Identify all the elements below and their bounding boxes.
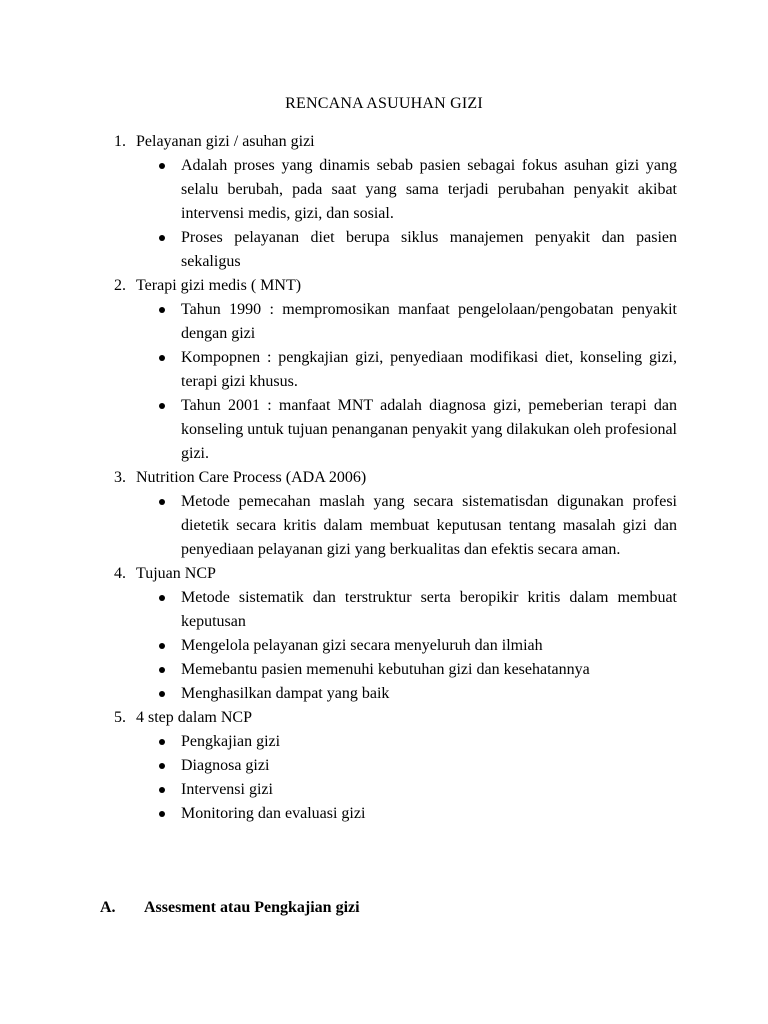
list-item-label: Terapi gizi medis ( MNT) [136, 277, 302, 294]
bullet-dot-icon [159, 643, 165, 649]
list-item-number: 3. [114, 469, 126, 486]
bullet-dot-icon [159, 355, 165, 361]
list-item-heading [0, 562, 768, 586]
bullet-item [0, 154, 768, 226]
bullet-item [0, 394, 768, 466]
list-item [0, 274, 768, 466]
bullet-text: Kompopnen : pengkajian gizi, penyediaan modifikasi diet, konseling gizi, terapi gizi khusus. [181, 349, 677, 390]
bullet-text: Monitoring dan evaluasi gizi [181, 805, 366, 822]
list-item-number: 2. [114, 277, 126, 294]
list-item-number: 1. [114, 133, 126, 150]
list-item-number: 4. [114, 565, 126, 582]
list-item [0, 130, 768, 274]
section-letter: A. [100, 899, 116, 916]
bullet-dot-icon [159, 811, 165, 817]
list-item-label: 4 step dalam NCP [136, 709, 252, 726]
bullet-text: Pengkajian gizi [181, 733, 281, 750]
bullet-dot-icon [159, 763, 165, 769]
list-item [0, 466, 768, 562]
bullet-dot-icon [159, 163, 165, 169]
bullet-dot-icon [159, 403, 165, 409]
bullet-dot-icon [159, 691, 165, 697]
bullet-dot-icon [159, 739, 165, 745]
list-item-heading [0, 706, 768, 730]
bullet-list [0, 586, 768, 706]
section-heading [0, 897, 768, 919]
bullet-item [0, 754, 768, 778]
list-item-label: Tujuan NCP [136, 565, 216, 582]
bullet-item [0, 298, 768, 346]
document-title: RENCANA ASUUHAN GIZI [285, 95, 483, 112]
bullet-item [0, 490, 768, 562]
list-item-heading [0, 130, 768, 154]
list-item [0, 706, 768, 826]
bullet-text: Intervensi gizi [181, 781, 273, 798]
bullet-dot-icon [159, 499, 165, 505]
bullet-dot-icon [159, 667, 165, 673]
list-item-label: Pelayanan gizi / asuhan gizi [136, 133, 315, 150]
bullet-list [0, 730, 768, 826]
section-title: Assesment atau Pengkajian gizi [144, 899, 360, 916]
bullet-item [0, 802, 768, 826]
bullet-text: Tahun 2001 : manfaat MNT adalah diagnosa gizi, pemeberian terapi dan konseling untuk tujuan penanganan penyakit yang dilakukan oleh profesional gizi. [181, 397, 677, 462]
list-item-label: Nutrition Care Process (ADA 2006) [136, 469, 367, 486]
bullet-dot-icon [159, 595, 165, 601]
bullet-item [0, 658, 768, 682]
bullet-text: Metode pemecahan maslah yang secara sistematisdan digunakan profesi dietetik secara kritis dalam membuat keputusan tentang masalah gizi dan penyediaan pelayanan gizi yang berkualitas dan efektis secara aman. [181, 493, 677, 558]
bullet-dot-icon [159, 307, 165, 313]
bullet-dot-icon [159, 235, 165, 241]
bullet-text: Tahun 1990 : mempromosikan manfaat pengelolaan/pengobatan penyakit dengan gizi [181, 301, 677, 342]
bullet-item [0, 778, 768, 802]
bullet-text: Metode sistematik dan terstruktur serta beropikir kritis dalam membuat keputusan [181, 589, 677, 630]
bullet-text: Menghasilkan dampat yang baik [181, 685, 390, 702]
bullet-item [0, 634, 768, 658]
bullet-dot-icon [159, 787, 165, 793]
bullet-item [0, 586, 768, 634]
list-item [0, 562, 768, 706]
bullet-list [0, 298, 768, 466]
bullet-text: Mengelola pelayanan gizi secara menyeluruh dan ilmiah [181, 637, 543, 654]
bullet-text: Adalah proses yang dinamis sebab pasien sebagai fokus asuhan gizi yang selalu berubah, pada saat yang sama terjadi perubahan penyakit akibat intervensi medis, gizi, dan sosial. [181, 157, 677, 222]
bullet-list [0, 154, 768, 274]
list-item-heading [0, 274, 768, 298]
numbered-list [0, 130, 768, 826]
list-item-heading [0, 466, 768, 490]
bullet-item [0, 346, 768, 394]
bullet-item [0, 730, 768, 754]
bullet-text: Diagnosa gizi [181, 757, 270, 774]
bullet-text: Memebantu pasien memenuhi kebutuhan gizi dan kesehatannya [181, 661, 590, 678]
bullet-list [0, 490, 768, 562]
bullet-item [0, 682, 768, 706]
bullet-item [0, 226, 768, 274]
bullet-text: Proses pelayanan diet berupa siklus manajemen penyakit dan pasien sekaligus [181, 229, 677, 270]
list-item-number: 5. [114, 709, 126, 726]
